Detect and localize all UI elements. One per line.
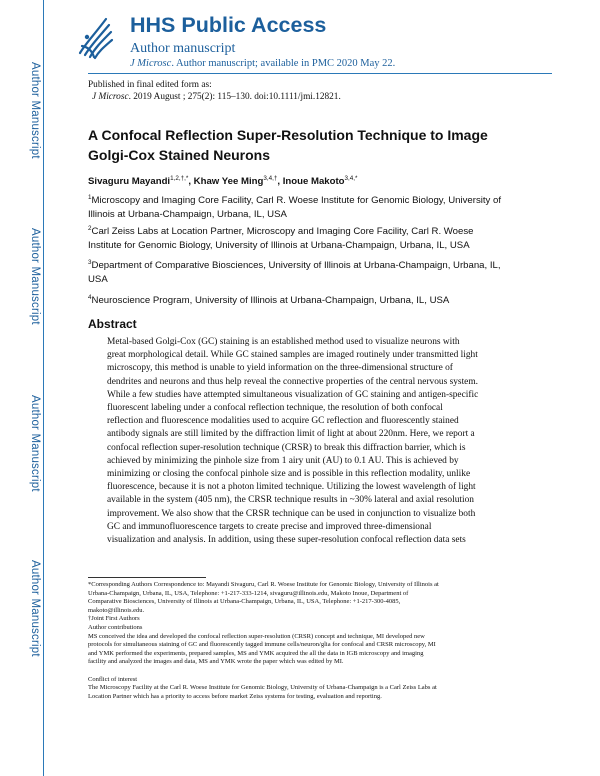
affiliation-number: 4 [88, 294, 92, 301]
affiliation-text: Illinois at Urbana-Champaign, Urbana, IL, USA [88, 208, 287, 220]
paper-title [88, 125, 528, 165]
footnote-line: makoto@illinois.edu. [88, 606, 145, 614]
affiliation-number: 1 [88, 194, 92, 201]
availability-line [130, 58, 395, 69]
footnote-divider [88, 577, 206, 578]
abstract-line: minimizing or closing the confocal pinhole size and is possible in this reflection modality, unlike [107, 469, 471, 480]
author-name: Khaw Yee Ming [193, 176, 264, 187]
journal-name: J Microsc [130, 58, 172, 69]
footnote-line: facility and analyzed the images and data, MS and YMK wrote the paper which was edited by MI. [88, 658, 344, 666]
affiliation [88, 222, 540, 252]
footnote-line: Urbana-Champaign, Urbana, IL, USA, Telephone: +1-217-333-1214, sivaguru@illinois.edu, Makoto Inoue, Department of [88, 589, 409, 597]
citation-text: . 2019 August ; 275(2): 115–130. doi:10.1111/jmi.12821. [128, 92, 341, 102]
sidebar-label: Author Manuscript [29, 62, 41, 159]
abstract-line: microscopy, this method is unable to yield information on the three-dimensional structure of [107, 363, 453, 374]
footnote-line: protocols for simultaneous staining of GC and fluorescently tagged immune cells/neuron/glia for confocal and CRSR microscopy, MI [88, 641, 436, 649]
footnote-line: Location Partner which has a priority to access before market Zeiss systems for testing, evaluation and reporting. [88, 692, 382, 700]
author-manuscript-sidebar [0, 0, 44, 776]
hhs-eagle-logo-icon [76, 13, 114, 61]
affiliation-text: Neuroscience Program, University of Illinois at Urbana-Champaign, Urbana, IL, USA [91, 295, 450, 306]
author-affiliation-marks: 3,4,* [344, 175, 358, 182]
affiliation [88, 191, 540, 221]
affiliation-text: Microscopy and Imaging Core Facility, Carl R. Woese Institute for Genomic Biology, University of [91, 195, 501, 206]
footnote-line: †Joint First Authors [88, 615, 140, 623]
author-manuscript-label: Author manuscript [130, 41, 236, 56]
author-name: Inoue Makoto [282, 176, 345, 187]
availability-text: . Author manuscript; available in PMC 2020 May 22. [171, 58, 396, 69]
abstract-line: While a few studies have attempted simultaneous visualization of GC staining and antigen-specific [107, 389, 479, 400]
published-label: Published in final edited form as: [88, 80, 212, 90]
hhs-public-access-title: HHS Public Access [130, 13, 327, 37]
author-list: Sivaguru Mayandi$^{1,2,\dagger,*}$, Khaw Yee Ming$^{3,4,\dagger}$, Inoue Makoto$^{3,4,*}$ [88, 175, 358, 187]
abstract-line: Metal-based Golgi-Cox (GC) staining is an established method used to visualize neurons with [107, 337, 460, 347]
affiliation-text: USA [88, 273, 108, 285]
footnote-line: Conflict of interest [88, 675, 138, 683]
affiliation-number: 3 [88, 259, 92, 266]
abstract-body [107, 336, 532, 547]
affiliation-text: Institute for Genomic Biology, University of Illinois at Urbana-Champaign, Urbana, IL, USA [88, 239, 470, 251]
paper-title-line: Golgi-Cox Stained Neurons [88, 147, 271, 163]
affiliation-text: Department of Comparative Biosciences, University of Illinois at Urbana-Champaign, Urbana, IL, [91, 260, 501, 271]
footnote-line: Author contributions [88, 623, 143, 631]
header-divider [88, 73, 552, 74]
citation-journal: J Microsc [92, 92, 129, 102]
paper-title-line: A Confocal Reflection Super-Resolution Technique to Image [88, 127, 488, 143]
affiliation-text: Carl Zeiss Labs at Location Partner, Microscopy and Imaging Core Facility, Carl R. Woese [91, 226, 474, 237]
abstract-line: dendrites and neurons and thus help reveal the connective properties of the central nervous system. [107, 376, 478, 387]
footnotes [88, 581, 548, 701]
abstract-line: reflection and fluorescence modalities used to acquire GC reflection and fluorescently stained [107, 416, 459, 427]
footnote-line: *Corresponding Authors Correspondence to: Mayandi Sivaguru, Carl R. Woese Institute for Genomic Biology, University of Illinois at [88, 581, 439, 588]
abstract-line: confocal reflection super-resolution technique (CRSR) to break this diffraction barrier, which is [107, 442, 466, 453]
footnote-line: MS conceived the idea and developed the confocal reflection super-resolution (CRSR) concept and technique, MI developed new [88, 632, 425, 640]
sidebar-label: Author Manuscript [29, 228, 41, 325]
publication-info [88, 79, 341, 103]
citation-line [88, 91, 341, 103]
footnote-line: and YMK performed the experiments, prepared samples, MS and YMK acquired the all the data in IGB microscopy and imaging [88, 649, 424, 657]
abstract-line: great morphological detail. While GC stained samples are imaged routinely under transmitted light [107, 350, 478, 361]
abstract-line: antibody signals are still limited by the diffraction limit of light at about 220nm. Here, we report a [107, 429, 475, 440]
affiliation-number: 2 [88, 225, 92, 232]
abstract-line: GC and immunofluorescence targets to create precise and improved three-dimensional [107, 521, 432, 532]
author-affiliation-marks: 1,2,†,* [170, 175, 189, 182]
abstract-line: fluorescent labeling under a confocal reflection technique, the resolution of both confocal [107, 403, 443, 414]
abstract-line: achieved by minimizing the pinhole size from 1 airy unit (AU) to 0.1 AU. This is achieved by [107, 455, 459, 466]
author-affiliation-marks: 3,4,† [263, 175, 278, 182]
sidebar-label: Author Manuscript [29, 560, 41, 657]
abstract-line: fluorescence, because it is not a photon limited technique. Utilizing the lowest wavelength of light [107, 482, 476, 493]
affiliation [88, 291, 540, 308]
sidebar-label: Author Manuscript [29, 395, 41, 492]
abstract-line: improvement. We also show that the CRSR technique can be used in conjunction to visualize both [107, 508, 476, 519]
affiliation [88, 256, 540, 286]
author-name: Sivaguru Mayandi [88, 176, 171, 187]
abstract-line: visualization and analysis. In addition, using these super-resolution confocal reflection data sets [107, 535, 466, 546]
footnote-line: Comparative Biosciences, University of Illinois at Urbana-Champaign, Urbana, IL, USA, Telephone: +1-217-300-4085, [88, 598, 401, 606]
footnote-line: The Microscopy Facility at the Carl R. Woese Institute for Genomic Biology, University of Urbana-Champaign is a Carl Zeiss Labs at [88, 684, 437, 692]
abstract-heading: Abstract [88, 317, 137, 331]
footnote-line [88, 667, 548, 676]
abstract-line: available in the system (405 nm), the CRSR technique results in ~30% lateral and axial resolution [107, 495, 474, 506]
